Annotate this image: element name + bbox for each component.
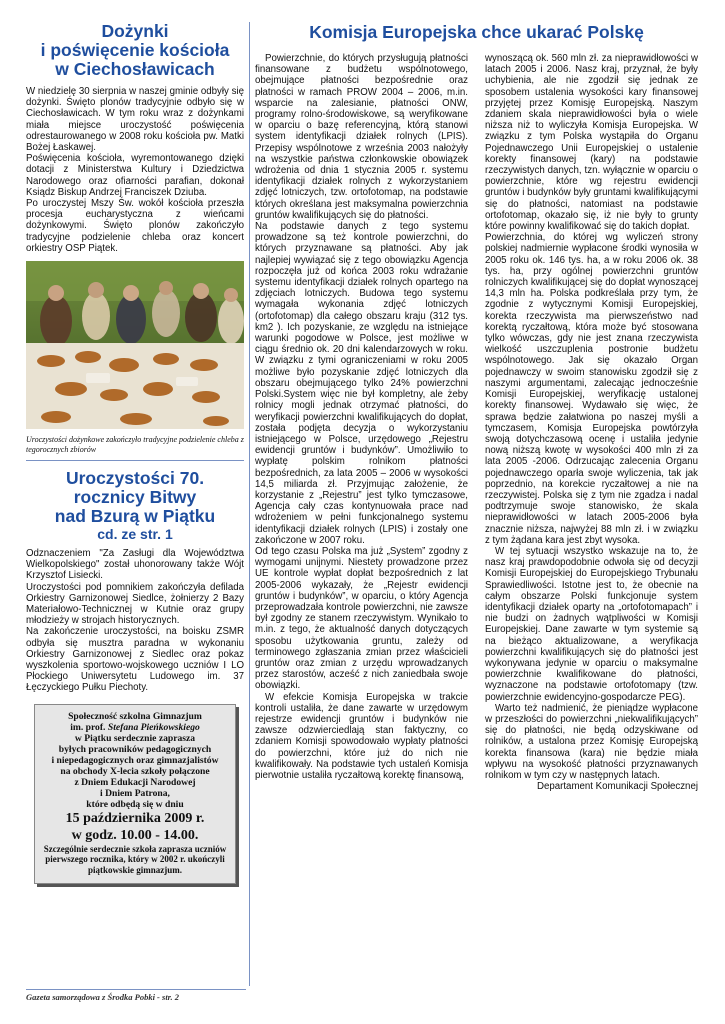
paragraph: W efekcie Komisja Europejska w trakcie kontroli ustaliła, że dane zawarte w urzędowym rejestrze ewidencji gruntów i budynków nie zawsze odzwierciedlają stan faktyczny, co zdaniem Komisji spowodowało wypłaty płatności do powierzchni, które już do nich nie kwalifikowały. Na podstawie tych ustaleń Komisja pierwotnie ustaliła ryczałtową korektę finansową, bbox=[255, 691, 468, 781]
invite-line: Społeczność szkolna Gimnazjum bbox=[68, 710, 202, 722]
paragraph: Powierzchnia, do której wg wyliczeń strony polskiej nadmiernie wypłacone środki wynosiła w 2005 roku ok. 146 tys. ha, a w roku 2006 ok. 38 tys. ha, przy ogólnej powierzchni gruntów rolniczych kwalifikującej się do dopłat wynoszącej 14,3 mln ha. Polska podkreślała przy tym, że zgodnie z wytycznymi Komisji Europejskiej, korekta rzeczywista ma pierwszeństwo nad korektą ryczałtową, która może być stosowana tylko wówczas, gdy nie jest znana rzeczywista wielkość uszczuplenia postronie budżetu wspólnotowego. Jak się okazało Organ pojednawczy w swoim stanowisku zgodził się z naszymi argumentami, zalecając jednocześnie Komisji Europejskiej, weryfikację ustalonej korekty finansowej. Wydawało się więc, że sprawa będzie załatwiona po naszej myśli a tymczasem, Komisja Europejska powtórzyła swoją dotychczasową ocenę i ustaliła jedynie nową niższą kwotę w wysokości 400 mln zł za lata 2005 -2006. Odrzucając zalecenia Organu pojednawczego oparła swoje wyliczenia, tak jak poprzednio, na korekcie ryczałtowej a nie na rzeczywistej. Polska się z tym nie zgadza i nadal podtrzymuje swoje stanowisko, że skala nieprawidłowości w latach 2005-2006 była znacznie niższa, najwyżej 88 mln zł. i w związku z tym żądana kara jest zbyt wysoka. bbox=[485, 232, 698, 546]
text-column-1 bbox=[255, 53, 468, 792]
commission-article-body bbox=[255, 53, 698, 792]
invite-line: i niepedagogicznych oraz gimnazjalistów bbox=[51, 754, 219, 766]
photo-caption: Uroczystości dożynkowe zakończyło tradycyjne podzielenie chleba z tegorocznych zbiorów bbox=[26, 435, 244, 454]
section-divider bbox=[26, 460, 244, 461]
left-column bbox=[26, 20, 244, 884]
footer-divider bbox=[26, 989, 246, 990]
paragraph: W tej sytuacji wszystko wskazuje na to, że nasz kraj prawdopodobnie odwoła się od decyzji Komisji Europejskiej do Europejskiego Trybunału Sprawiedliwości. Istotne jest to, że obecnie na całym obszarze Polski funkcjonuje system identyfikacji działek oparty na „ortofotomapach” i nie budzi on żadnych wątpliwości w Komisji Europejskiej. Dane zawarte w tym systemie są na bieżąco aktualizowane, a weryfikacja powierzchni kwalifikujących się do płatności jest wykonywana jedynie w oparciu o maksymalne powierzchnie kwalifikowane do płatności, wyznaczone na podstawie ortofotomapy (tzw. powierzchnie ewidencyjno-gospodarcze PEG). bbox=[485, 545, 698, 703]
paragraph: Na zakończenie uroczystości, na boisku ZSMR odbyła się musztra paradna w wykonaniu Orkiestry Garnizonowej z Siedlec oraz pokaz wyszkolenia sportowo-wojskowego uczniów I LO Płockiego Uniwersytetu Ludowego im. 37 Łęczyckiego Pułku Piechoty. bbox=[26, 626, 244, 694]
text-column-2 bbox=[485, 53, 698, 792]
title-line: Dożynki bbox=[101, 21, 169, 41]
title-line: rocznicy Bitwy bbox=[73, 487, 197, 508]
invite-line: na obchody X-lecia szkoły połączone bbox=[60, 765, 210, 777]
paragraph: W niedzielę 30 sierpnia w naszej gminie odbyły się dożynki. Święto plonów tradycyjnie odbyło się w Ciechosławicach. W tym roku wraz z dożynkami miała miejsce uroczystość poświęcenia odrestaurowanego w 2008 roku kościoła pw. Matki Bożej Łaskawej. bbox=[26, 86, 244, 154]
school-invitation-box bbox=[34, 704, 236, 885]
paragraph: Na podstawie danych z tego systemu prowadzone są też kontrole powierzchni, do których przyznawane są płatności. Aby jak najlepiej wywiązać się z tego obowiązku Agencja rozpoczęła już od końca 2003 roku wdrażanie systemu identyfikacji działek rolnych opartego na zdjęciach lotniczych. Budowa tego systemu wymagała wykonania zdjęć lotniczych (ortofotomap) dla całego obszaru kraju (312 tys. km2 ). Ich pozyskanie, ze względu na istniejące warunki pogodowe w Polsce, jest możliwe w ciągu średnio ok. 20 dni kalendarzowych w roku. W związku z tymi ograniczeniami w roku 2005 możliwe było pozyskanie zdjęć lotniczych dla obszaru obejmującego tylko 24% powierzchni Polski.System więc nie był kompletny, ale żeby rolnicy mogli jednak otrzymać płatności, do weryfikacji powierzchni kwalifikujących do dopłat, została podjęta decyzja o wykorzystaniu istniejącego w Polsce, urzędowego „Rejestru ewidencji gruntów i budynków”. Umożliwiło to wypłatę polskim rolnikom płatności bezpośrednich, za lata 2005 – 2006 w wysokości 14,5 miliarda zł. Przyjmując założenie, że korzystanie z „Rejestru” jest tylko tymczasowe, Agencja cały czas kontynuowała prace nad wdrożeniem w pełni funkcjonalnego systemu identyfikacji działek rolnych (LPIS) i zostały one zakończone w 2007 roku. bbox=[255, 221, 468, 546]
invite-note: Szczególnie serdecznie szkoła zaprasza uczniów pierwszego rocznika, który w 2002 r. ukończyli piątkowskie gimnazjum. bbox=[43, 843, 227, 875]
invite-hours: w godz. 10.00 - 14.00. bbox=[71, 827, 199, 843]
title-line: i poświęcenie kościoła bbox=[40, 40, 230, 60]
paragraph: wynoszącą ok. 560 mln zł. za nieprawidłowości w latach 2005 i 2006. Nasz kraj, przyznał, że były uchybienia, ale nie zgodził się jednak ze sposobem ustalenia wysokości kary finansowej przyjętej przez Komisję Europejską. Naszym zdaniem skala nieprawidłowości była o wiele niższa niż to wyliczyła Komisja Europejska. W związku z tym Polska wystąpiła do Organu Pojednawczego Unii Europejskiej o ustalenie korekty finansowej (kary) na podstawie rzeczywistych danych, tzn. wyłącznie w oparciu o powierzchnie, które wg rejestru ewidencji gruntów i budynków były gruntami kwalifikującymi się do płatności, natomiast na podstawie ortofotomap, okazało się, iż nie były to grunty które powinny kwalifikować się do takich dopłat. bbox=[485, 53, 698, 233]
right-column bbox=[255, 20, 698, 792]
invite-line bbox=[41, 722, 229, 733]
harvest-festival-photo bbox=[26, 261, 244, 429]
invite-date: 15 października 2009 r. bbox=[65, 810, 205, 826]
page-footer: Gazeta samorządowa z Środka Pobki - str. 2 bbox=[26, 992, 180, 1002]
invite-line: byłych pracowników pedagogicznych bbox=[58, 743, 212, 755]
invite-prefix: im. prof. bbox=[70, 721, 108, 733]
battle-article-title bbox=[26, 469, 244, 526]
battle-article-body bbox=[26, 548, 244, 694]
title-line: Uroczystości 70. bbox=[65, 468, 205, 489]
title-line: nad Bzurą w Piątku bbox=[54, 506, 216, 527]
paragraph: Odznaczeniem "Za Zasługi dla Województwa Wielkopolskiego" został uhonorowany także Wójt Krzysztof Lisiecki. bbox=[26, 548, 244, 582]
paragraph: Uroczystości pod pomnikiem zakończyła defilada Orkiestry Garnizonowej Siedlce, żołnierzy 2 Bazy Materiałowo-Technicznej w Kutnie oraz grupy młodzieży w strojach historycznych. bbox=[26, 581, 244, 627]
invite-line: i Dniem Patrona, bbox=[100, 787, 170, 799]
continued-label: cd. ze str. 1 bbox=[97, 526, 173, 543]
invite-line: z Dniem Edukacji Narodowej bbox=[74, 776, 196, 788]
paragraph: Poświęcenia kościoła, wyremontowanego dzięki dotacji z Ministerstwa Kultury i Dziedzictwa Narodowego oraz ofiarności parafian, dokonał Ksiądz Biskup Andrzej Franciszek Dziuba. bbox=[26, 153, 244, 198]
paragraph: Warto też nadmienić, że pieniądze wypłacone w przeszłości do powierzchni „niekwalifikujących” się do płatności, nie będą odzyskiwane od rolników, a ustalona przez Komisję Europejską korekta finansowa (kara) nie będzie miała wpływu na wysokość płatności przyznawanych rolnikom w tym czy w następnych latach. bbox=[485, 702, 698, 781]
paragraph: Po uroczystej Mszy Św. wokół kościoła przeszła procesja eucharystyczna z wieńcami dożynkowymi. Święto plonów zakończyło tradycyjne podzielenie chleba oraz koncert orkiestry OSP Piątek. bbox=[26, 198, 244, 254]
column-divider bbox=[249, 22, 250, 986]
article-signoff: Departament Komunikacji Społecznej bbox=[536, 781, 698, 793]
invite-line: w Piątku serdecznie zaprasza bbox=[74, 732, 196, 744]
title-line: w Ciechosławicach bbox=[55, 59, 215, 79]
paragraph: Od tego czasu Polska ma już „System” zgodny z wymogami unijnymi. Niestety prowadzone przez UE kontrole wypłat dopłat bezpośrednich z lat 2005-2006 wykazały, że „Rejestr ewidencji gruntów i budynków”, w oparciu, o który Agencja przeprowadzała kontrole powierzchni, nie zawsze był zgodny ze stanem rzeczywistym. Wynikało to m.in. z tego, że aktualność danych dotyczących sposobu użytkowania gruntu, zależy od terminowego zgłaszania zmian przez właścicieli gruntów oraz zmian z urzędu wprowadzanych przez starostów, acześć z nich zaniedbała swoje obowiązki. bbox=[255, 545, 468, 692]
paragraph: Powierzchnie, do których przysługują płatności finansowane z budżetu wspólnotowego, obejmujące płatności bezpośrednie oraz płatności w ramach PROW 2004 – 2006, m.in. wsparcie na zalesianie, płatności ONW, programy rolno-środowiskowe, są weryfikowane w oparciu o bazę referencyjną, którą stanowi system identyfikacji działek rolnych (LPIS). Przepisy wspólnotowe z września 2003 nałożyły na wszystkie państwa członkowskie obowiązek wdrożenia od dnia 1 stycznia 2005 r. systemu identyfikacji działek rolnych z wykorzystaniem zdjęć lotniczych, tzw. ortofotomap, na podstawie których określana jest maksymalna powierzchnia gruntów kwalifikujących się do płatności. bbox=[255, 53, 468, 221]
invite-line: które odbędą się w dniu bbox=[86, 798, 184, 810]
patron-name: Stefana Pieńkowskiego bbox=[107, 721, 200, 733]
harvest-article-body bbox=[26, 86, 244, 254]
harvest-article-title bbox=[26, 22, 244, 79]
commission-article-title: Komisja Europejska chce ukarać Polskę bbox=[309, 22, 644, 42]
